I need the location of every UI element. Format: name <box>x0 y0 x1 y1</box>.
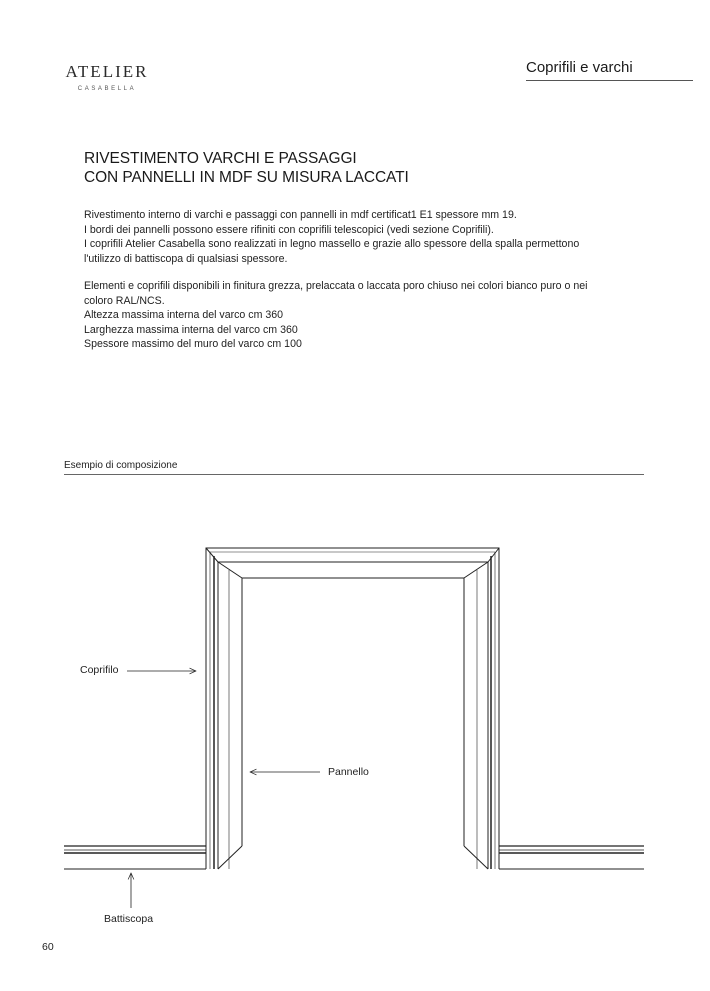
logo-main-text: ATELIER <box>65 62 149 81</box>
coprifilo-miter-left <box>206 548 218 562</box>
baseboard-right <box>499 846 644 869</box>
logo-sub-text: CASABELLA <box>77 86 137 92</box>
paragraph-1-line: I bordi dei pannelli possono essere rifiniti con coprifili telescopici (vedi sezione Coprifili). <box>84 223 494 236</box>
coprifilo-miter-right <box>488 548 499 562</box>
paragraph-2-line: Altezza massima interna del varco cm 360 <box>84 309 284 321</box>
paragraph-2-line: Larghezza massima interna del varco cm 360 <box>84 323 298 336</box>
pannello-panels <box>218 562 488 869</box>
page-number: 60 <box>42 941 54 953</box>
heading-line-1: RIVESTIMENTO VARCHI E PASSAGGI <box>84 150 357 167</box>
coprifilo-outer <box>206 548 499 869</box>
composition-label: Esempio di composizione <box>64 460 178 471</box>
paragraph-2-line: Elementi e coprifili disponibili in finitura grezza, prelaccata o laccata poro chiuso nei colori bianco puro o nei <box>84 280 588 292</box>
coprifilo-label: Coprifilo <box>80 664 119 676</box>
section-title: Coprifili e varchi <box>526 59 633 76</box>
coprifilo-inner <box>218 562 488 869</box>
battiscopa-label: Battiscopa <box>104 913 154 925</box>
heading-line-2: CON PANNELLI IN MDF SU MISURA LACCATI <box>84 169 409 186</box>
paragraph-2-line: coloro RAL/NCS. <box>84 294 165 307</box>
pannello-label: Pannello <box>328 766 369 778</box>
baseboard-left <box>64 846 206 869</box>
paragraph-2-line: Spessore massimo del muro del varco cm 100 <box>84 338 302 350</box>
paragraph-1-line: I coprifili Atelier Casabella sono realizzati in legno massello e grazie allo spessore della spalla permettono <box>84 238 580 250</box>
paragraph-1-line: Rivestimento interno di varchi e passaggi con pannelli in mdf certificat1 E1 spessore mm 19. <box>84 209 517 221</box>
paragraph-1-line: l'utilizzo di battiscopa di qualsiasi spessore. <box>84 252 288 265</box>
